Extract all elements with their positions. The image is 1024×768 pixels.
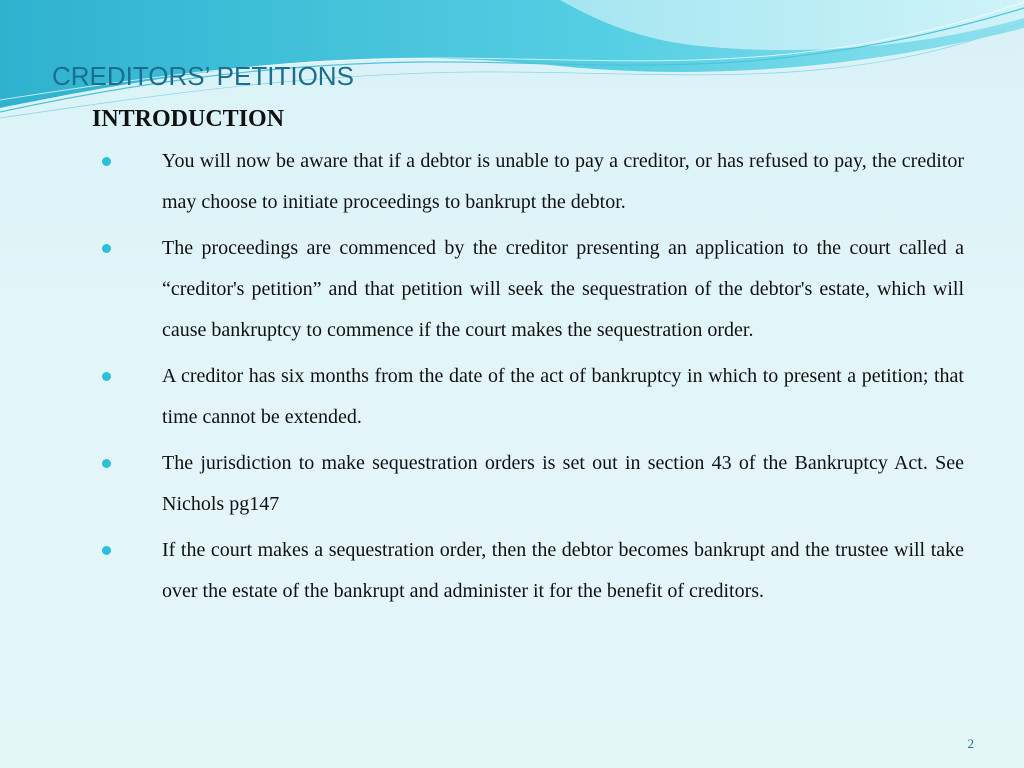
- bullet-dot-icon: [102, 372, 111, 381]
- bullet-text: The jurisdiction to make sequestration orders is set out in section 43 of the Bankruptcy Act. See Nichols pg147: [162, 452, 964, 515]
- bullet-item: [100, 228, 964, 351]
- bullet-list: [100, 141, 964, 617]
- slide-title: CREDITORS’ PETITIONS: [52, 61, 354, 91]
- bullet-text: You will now be aware that if a debtor is unable to pay a creditor, or has refused to pay, the creditor may choose to initiate proceedings to bankrupt the debtor.: [162, 150, 964, 213]
- slide-subtitle: INTRODUCTION: [92, 106, 285, 132]
- bullet-text: If the court makes a sequestration order, then the debtor becomes bankrupt and the trustee will take over the estate of the bankrupt and administer it for the benefit of creditors.: [162, 539, 964, 602]
- bullet-dot-icon: [102, 157, 111, 166]
- bullet-item: [100, 356, 964, 438]
- bullet-dot-icon: [102, 459, 111, 468]
- bullet-item: [100, 530, 964, 612]
- page-number: 2: [967, 736, 974, 751]
- bullet-dot-icon: [102, 546, 111, 555]
- bullet-text: The proceedings are commenced by the creditor presenting an application to the court called a “creditor's petition” and that petition will seek the sequestration of the debtor's estate, which will cause bankruptcy to commence if the court makes the sequestration order.: [162, 237, 964, 341]
- bullet-text: A creditor has six months from the date of the act of bankruptcy in which to present a petition; that time cannot be extended.: [162, 365, 964, 428]
- bullet-item: [100, 443, 964, 525]
- bullet-dot-icon: [102, 244, 111, 253]
- bullet-item: [100, 141, 964, 223]
